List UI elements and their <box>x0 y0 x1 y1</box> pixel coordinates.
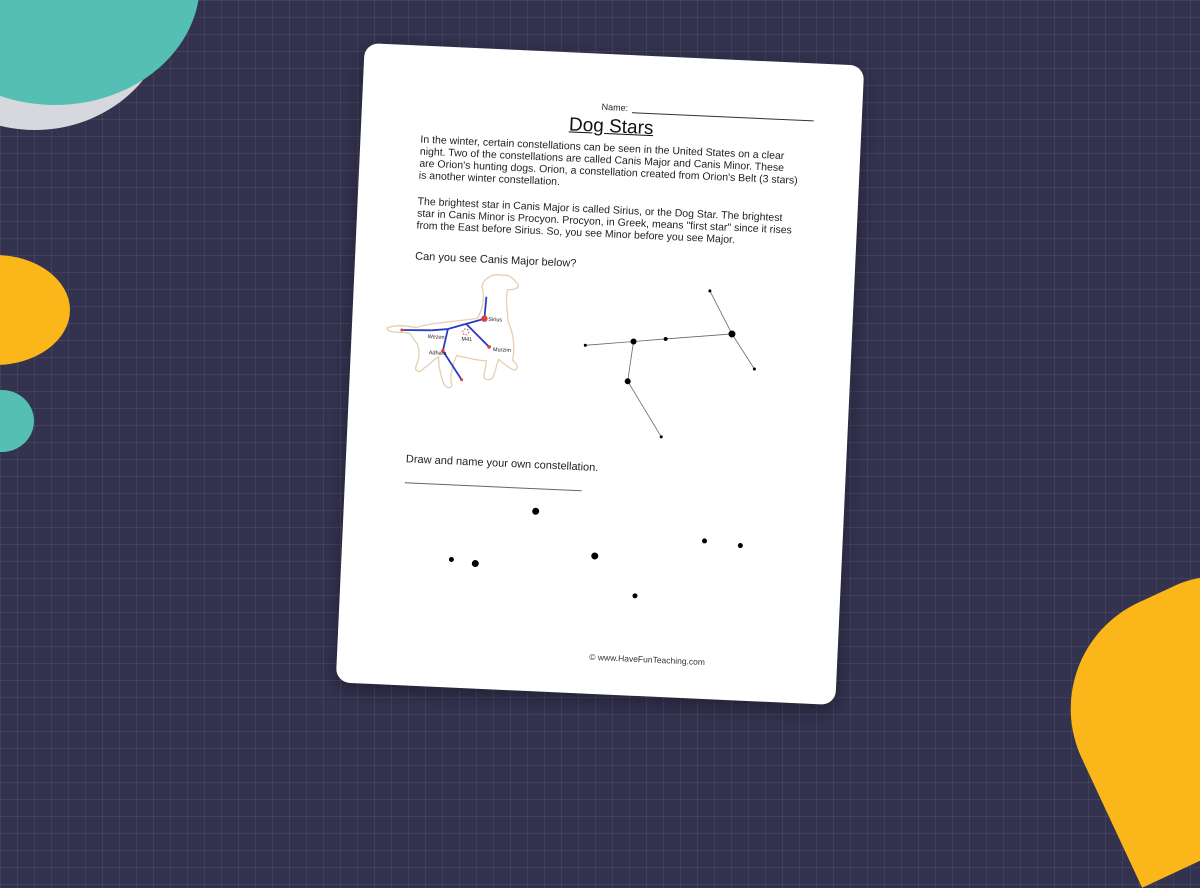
m41-cluster <box>463 329 469 335</box>
decorative-yellow-corner <box>1032 542 1200 888</box>
draw-star <box>449 557 454 562</box>
copyright-text: © www.HaveFunTeaching.com <box>588 651 706 668</box>
draw-star <box>702 538 707 543</box>
constellation-lines <box>581 285 758 441</box>
draw-star <box>472 560 479 567</box>
label-adhara: Adhara <box>428 350 447 358</box>
worksheet-title: Dog Stars <box>568 114 654 140</box>
canis-major-lines <box>400 293 492 381</box>
draw-stars-area <box>379 494 804 623</box>
intro-paragraph: In the winter, certain constellations can be seen in the United States on a clear night. Two of the constellations are called Canis Major and Canis Minor. These are Orion's hunting dogs. Orion, a constellation created from Orion's Belt (3 stars) is another winter constellation. <box>418 133 798 188</box>
sirius-star <box>481 315 488 322</box>
constellation-stars <box>580 284 760 443</box>
label-murzim: Murzim <box>492 347 512 354</box>
draw-star <box>738 543 743 548</box>
draw-star <box>591 552 598 559</box>
label-m41: M41 <box>461 336 473 344</box>
label-wezen: Wezen <box>427 334 445 341</box>
constellation-name-line <box>405 482 582 491</box>
worksheet-page <box>336 43 865 705</box>
name-label: Name: <box>601 101 629 113</box>
constellation-diagram <box>579 271 777 449</box>
sirius-paragraph: The brightest star in Canis Major is called Sirius, or the Dog Star. The brightest star in Canis Minor is Procyon. Procyon, in Greek, means "first star" since it rises from the East before Sirius. So, you see Minor before you see Major. <box>416 195 793 246</box>
question-text: Can you see Canis Major below? <box>414 250 577 270</box>
label-sirius: Sirius <box>488 316 503 324</box>
draw-prompt: Draw and name your own constellation. <box>405 453 599 475</box>
tail-star <box>400 328 403 331</box>
decorative-yellow-blob <box>0 255 70 365</box>
decorative-teal-dot <box>0 390 34 452</box>
draw-star <box>632 593 637 598</box>
draw-star <box>532 508 539 515</box>
decorative-teal-blob <box>0 0 200 105</box>
canis-major-dog-illustration <box>379 262 555 400</box>
